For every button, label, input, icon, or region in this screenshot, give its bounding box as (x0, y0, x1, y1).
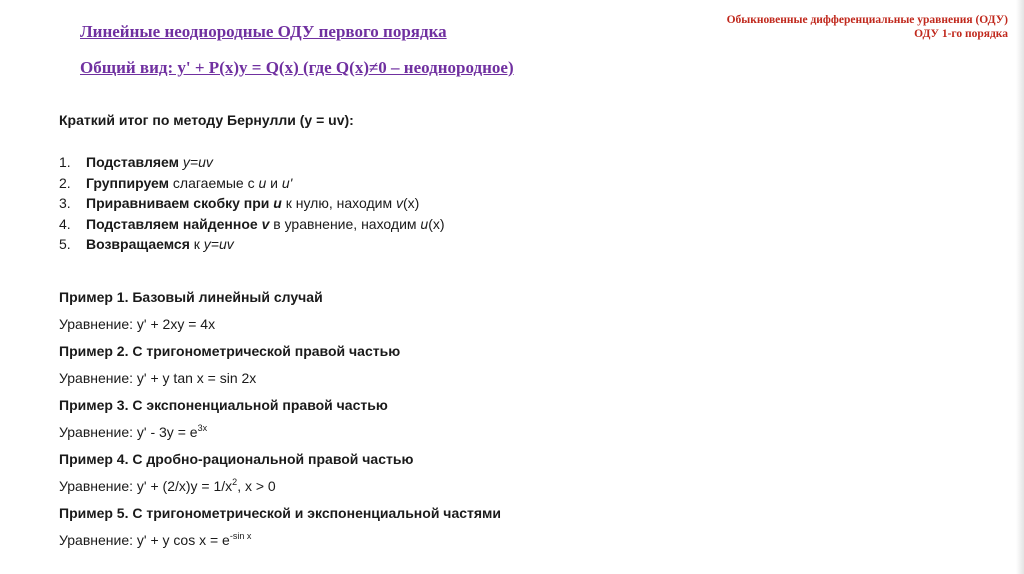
example-equation: Уравнение: $y' - 3y = e^{3x}$ (59, 422, 208, 440)
step-variable: u' (281, 174, 293, 191)
example-title: Пример 3. С экспоненциальной правой частью (59, 396, 388, 413)
step-variable: u (258, 174, 267, 191)
topic-line-1: Обыкновенные дифференциальные уравнения (ОДУ) (726, 14, 1008, 26)
example-equation: Уравнение: y' + y $\cos x = e^{-sin x}$ (59, 530, 252, 548)
step-variable: v (395, 195, 403, 211)
slide-edge-shadow (1016, 0, 1024, 574)
example-equation: Уравнение: y' + 2xy = 4x (59, 315, 216, 332)
slide-title: Линейные неоднородные ОДУ первого порядка (80, 22, 447, 41)
step-variable: y=uv (203, 236, 234, 252)
examples-section (59, 287, 759, 557)
step-variable: y=uv (182, 154, 213, 170)
step-text: и (266, 174, 282, 191)
example-title: Пример 1. Базовый линейный случай (59, 288, 323, 305)
step-text: в уравнение, находим (269, 215, 421, 232)
step-text: к (189, 236, 204, 252)
example-title: Пример 5. С тригонометрической и экспоненциальной частями (59, 504, 501, 521)
step-bold-text: Подставляем найденное (86, 215, 258, 232)
step-number: 1. (59, 154, 71, 170)
step-bold-text: Группируем (86, 174, 170, 191)
example-title: Пример 4. С дробно-рациональной правой частью (59, 450, 414, 467)
example-equation: Уравнение: $y' + (2/x)y = 1/x^2$, x > 0 (59, 476, 276, 494)
step-number: 5. (59, 236, 71, 252)
step-item (59, 173, 759, 194)
step-text: к нулю, находим (281, 195, 396, 211)
exponent: 3x (197, 422, 208, 433)
step-text: слагаемые с (169, 174, 259, 191)
step-item (59, 193, 759, 214)
step-item (59, 152, 759, 173)
topic-header (727, 13, 1008, 41)
example-title: Пример 2. С тригонометрической правой частью (59, 342, 401, 359)
slide-content (59, 110, 759, 557)
slide-subtitle-general-form: Общий вид: y' + P(x)y = Q(x) (где Q(x)≠0 – неоднородное) (80, 58, 514, 77)
step-bold-text: Возвращаемся (86, 236, 190, 252)
exponent: -sin x (229, 530, 252, 541)
step-variable: u (420, 215, 429, 232)
step-bold-variable: u (273, 195, 282, 211)
topic-line-2: ОДУ 1-го порядка (914, 28, 1008, 40)
step-number: 2. (59, 174, 71, 191)
summary-heading: Краткий итог по методу Бернулли (y = uv): (59, 112, 354, 128)
step-text: (x) (428, 215, 445, 232)
step-bold-text: Подставляем (86, 154, 180, 170)
step-number: 4. (59, 215, 71, 232)
bernoulli-steps-list (59, 152, 759, 255)
example-equation: Уравнение: y' + y tan x = sin 2x (59, 369, 257, 386)
step-item (59, 234, 759, 255)
step-text: (x) (402, 195, 420, 211)
step-bold-text: Приравниваем скобку при (86, 195, 270, 211)
step-bold-variable: v (261, 215, 270, 232)
step-item (59, 214, 759, 235)
exponent: 2 (232, 476, 238, 487)
step-number: 3. (59, 195, 71, 211)
